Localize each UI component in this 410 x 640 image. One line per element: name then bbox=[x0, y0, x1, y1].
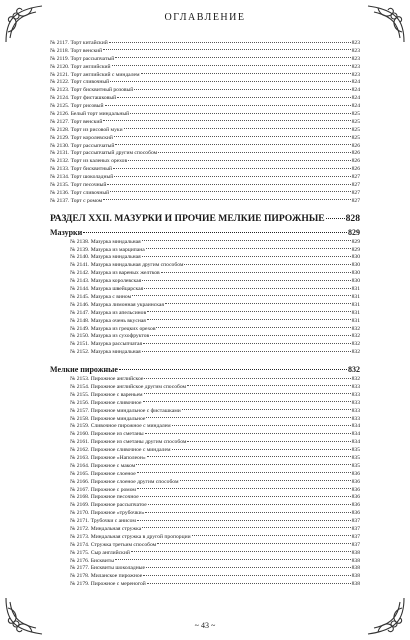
toc-entry-page: 823 bbox=[351, 47, 360, 54]
toc-entry-page: 832 bbox=[351, 325, 360, 332]
dot-leader bbox=[187, 385, 351, 386]
toc-entry[interactable] bbox=[50, 542, 360, 550]
toc-entry-page: 831 bbox=[351, 317, 360, 324]
toc-entry[interactable] bbox=[50, 79, 360, 87]
dot-leader bbox=[137, 472, 351, 473]
toc-entry-page: 827 bbox=[351, 174, 360, 181]
toc-entry-title: № 2120. Торт английский bbox=[50, 63, 111, 70]
toc-entry-title: № 2145. Мазурка с вином bbox=[70, 293, 132, 300]
toc-entry-title: № 2155. Пирожное с вареньем bbox=[70, 391, 143, 398]
dot-leader bbox=[136, 464, 350, 465]
toc-entry-page: 829 bbox=[351, 246, 360, 253]
toc-entry-title: № 2137. Торт с ромом bbox=[50, 197, 103, 204]
toc-entry-title: № 2141. Мазурка миндальная другим способом bbox=[70, 262, 184, 269]
toc-entry-page: 830 bbox=[351, 254, 360, 261]
toc-entry[interactable] bbox=[50, 416, 360, 424]
toc-content bbox=[50, 40, 360, 589]
toc-entry[interactable] bbox=[50, 150, 360, 158]
toc-entry-title: № 2121. Торт английский с миндалем bbox=[50, 71, 140, 78]
toc-entry-page: 838 bbox=[351, 573, 360, 580]
toc-entry-page: 830 bbox=[351, 270, 360, 277]
toc-entry-title: № 2122. Торт сливочный bbox=[50, 79, 110, 86]
corner-ornament-icon bbox=[2, 594, 46, 638]
toc-entry[interactable] bbox=[50, 294, 360, 302]
dot-leader bbox=[172, 449, 351, 450]
toc-entry-title: № 2147. Мазурка из апельсинов bbox=[70, 309, 147, 316]
toc-entry-page: 832 bbox=[351, 333, 360, 340]
toc-entry-title: № 2159. Сливочное пирожное с миндалем bbox=[70, 423, 171, 430]
toc-entry-title: № 2119. Торт рассыпчатый bbox=[50, 55, 115, 62]
dot-leader bbox=[130, 113, 351, 114]
dot-leader bbox=[107, 184, 350, 185]
toc-entry-page: 831 bbox=[351, 301, 360, 308]
dot-leader bbox=[143, 401, 351, 402]
toc-entry-page: 827 bbox=[351, 189, 360, 196]
corner-ornament-icon bbox=[364, 594, 408, 638]
toc-entry[interactable] bbox=[50, 447, 360, 455]
toc-entry-title: № 2135. Торт песочный bbox=[50, 182, 107, 189]
corner-ornament-icon bbox=[2, 2, 46, 46]
toc-entry[interactable] bbox=[50, 302, 360, 310]
toc-entry-title: № 2133. Торт бисквитный bbox=[50, 166, 112, 173]
toc-entry-title: № 2143. Мазурка королевская bbox=[70, 278, 142, 285]
toc-entry[interactable] bbox=[50, 581, 360, 589]
toc-entry[interactable] bbox=[50, 502, 360, 510]
toc-entry-page: 825 bbox=[351, 134, 360, 141]
dot-leader bbox=[182, 409, 351, 410]
toc-entry[interactable] bbox=[50, 198, 360, 206]
toc-entry[interactable] bbox=[50, 439, 360, 447]
dot-leader bbox=[161, 272, 351, 273]
toc-entry-title: № 2172. Миндальная стружка bbox=[70, 525, 142, 532]
toc-entry-page: 836 bbox=[351, 502, 360, 509]
toc-entry[interactable] bbox=[50, 239, 360, 247]
toc-entry-title: № 2118. Торт венский bbox=[50, 47, 103, 54]
toc-entry-page: 824 bbox=[351, 79, 360, 86]
dot-leader bbox=[146, 567, 351, 568]
toc-entry[interactable] bbox=[50, 565, 360, 573]
toc-entry-page: 835 bbox=[351, 454, 360, 461]
toc-entry-page: 834 bbox=[351, 431, 360, 438]
toc-entry-title: № 2125. Торт рисовый bbox=[50, 103, 104, 110]
toc-entry-title: № 2134. Торт шоколадный bbox=[50, 174, 114, 181]
toc-entry-page: 838 bbox=[351, 565, 360, 572]
toc-entry[interactable] bbox=[50, 190, 360, 198]
dot-leader bbox=[137, 520, 351, 521]
toc-entry-page: 831 bbox=[351, 293, 360, 300]
dot-leader bbox=[142, 240, 351, 241]
toc-entry[interactable] bbox=[50, 95, 360, 103]
toc-group-mazurki bbox=[50, 239, 360, 357]
toc-entry-page: 823 bbox=[351, 71, 360, 78]
dot-leader bbox=[114, 176, 350, 177]
toc-entry-page: 833 bbox=[351, 383, 360, 390]
toc-entry-title: № 2128. Торт из рисовой муки bbox=[50, 126, 123, 133]
dot-leader bbox=[117, 97, 351, 98]
toc-entry[interactable] bbox=[50, 270, 360, 278]
toc-entry-title: № 2144. Мазурка швейцарская bbox=[70, 286, 144, 293]
dot-leader bbox=[115, 57, 350, 58]
toc-entry[interactable] bbox=[50, 333, 360, 341]
dot-leader bbox=[115, 559, 351, 560]
dot-leader bbox=[147, 311, 350, 312]
toc-entry[interactable] bbox=[50, 431, 360, 439]
toc-section-heading[interactable] bbox=[50, 213, 360, 226]
toc-entry-title: № 2171. Трубочки с анисом bbox=[70, 518, 136, 525]
toc-entry-page: 837 bbox=[351, 533, 360, 540]
toc-entry[interactable] bbox=[50, 326, 360, 334]
toc-entry[interactable] bbox=[50, 558, 360, 566]
toc-entry-title: № 2150. Мазурка из сухофруктов bbox=[70, 333, 150, 340]
toc-entry-page: 837 bbox=[351, 541, 360, 548]
toc-entry-title: № 2176. Бисквиты bbox=[70, 557, 114, 564]
dot-leader bbox=[192, 535, 351, 536]
toc-entry-title: № 2131. Торт рассыпчатый другим способом bbox=[50, 150, 158, 157]
dot-leader bbox=[124, 128, 351, 129]
toc-entry-page: 823 bbox=[351, 55, 360, 62]
toc-entry-page: 829 bbox=[351, 238, 360, 245]
toc-entry[interactable] bbox=[50, 87, 360, 95]
dot-leader bbox=[142, 351, 351, 352]
dot-leader bbox=[144, 378, 350, 379]
toc-entry[interactable] bbox=[50, 376, 360, 384]
dot-leader bbox=[146, 248, 351, 249]
toc-entry-title: № 2127. Торт венский bbox=[50, 118, 103, 125]
toc-entry-title: № 2161. Пирожное из сметаны другим способом bbox=[70, 439, 187, 446]
dot-leader bbox=[147, 583, 351, 584]
toc-entry[interactable] bbox=[50, 479, 360, 487]
toc-entry-page: 836 bbox=[351, 494, 360, 501]
toc-entry-page: 836 bbox=[351, 510, 360, 517]
toc-entry-title: № 2168. Пирожное песочное bbox=[70, 494, 139, 501]
dot-leader bbox=[134, 89, 350, 90]
toc-subsection-small-pastries[interactable] bbox=[50, 365, 360, 376]
toc-entry-page: 827 bbox=[351, 197, 360, 204]
toc-entry[interactable] bbox=[50, 494, 360, 502]
dot-leader bbox=[142, 280, 350, 281]
toc-entry-title: № 2165. Пирожное слоеное bbox=[70, 470, 136, 477]
toc-entry-title: № 2178. Миланское пирожное bbox=[70, 573, 143, 580]
toc-entry-page: 832 bbox=[351, 349, 360, 356]
toc-entry-page: 831 bbox=[351, 309, 360, 316]
toc-entry-title: № 2132. Торт из каленых орехов bbox=[50, 158, 128, 165]
dot-leader bbox=[142, 527, 350, 528]
subsection-page: 832 bbox=[348, 365, 360, 375]
dot-leader bbox=[144, 288, 350, 289]
toc-entry[interactable] bbox=[50, 166, 360, 174]
toc-entry-page: 833 bbox=[351, 407, 360, 414]
toc-entry[interactable] bbox=[50, 392, 360, 400]
dot-leader bbox=[132, 295, 350, 296]
toc-entry-page: 826 bbox=[351, 158, 360, 165]
toc-entry[interactable] bbox=[50, 56, 360, 64]
toc-entry-page: 833 bbox=[351, 391, 360, 398]
toc-entry-page: 836 bbox=[351, 478, 360, 485]
toc-entry-title: № 2130. Торт рассыпчатый bbox=[50, 142, 115, 149]
dot-leader bbox=[103, 120, 350, 121]
toc-entry-page: 824 bbox=[351, 87, 360, 94]
toc-entry-title: № 2138. Мазурка миндальная bbox=[70, 238, 141, 245]
dot-leader bbox=[143, 575, 350, 576]
toc-entry-title: № 2157. Пирожное миндальное с фисташками bbox=[70, 407, 181, 414]
toc-entry-page: 830 bbox=[351, 262, 360, 269]
dot-leader bbox=[147, 456, 351, 457]
toc-entry-title: № 2163. Пирожное «Наполеон» bbox=[70, 454, 146, 461]
dot-leader bbox=[128, 160, 351, 161]
toc-entry-title: № 2117. Торт китайский bbox=[50, 40, 108, 46]
page-title: ОГЛАВЛЕНИЕ bbox=[164, 12, 246, 23]
dot-leader bbox=[180, 480, 351, 481]
dot-leader bbox=[140, 496, 351, 497]
dot-leader bbox=[158, 152, 350, 153]
dot-leader bbox=[150, 335, 350, 336]
toc-entry-title: № 2167. Пирожное с ромом bbox=[70, 486, 136, 493]
toc-entry-page: 833 bbox=[351, 399, 360, 406]
toc-entry-title: № 2162. Пирожное сливочное с миндалем bbox=[70, 447, 171, 454]
toc-entry-title: № 2173. Миндальная стружка в другой пропорции bbox=[70, 533, 191, 540]
dot-leader bbox=[165, 303, 351, 304]
dot-leader bbox=[141, 73, 351, 74]
toc-entry-page: 832 bbox=[351, 376, 360, 383]
toc-entry-title: № 2170. Пирожное «трубочки» bbox=[70, 510, 145, 517]
toc-entry-title: № 2164. Пирожное с маком bbox=[70, 462, 136, 469]
toc-entry[interactable] bbox=[50, 550, 360, 558]
toc-entry[interactable] bbox=[50, 182, 360, 190]
toc-entry[interactable] bbox=[50, 262, 360, 270]
toc-entry[interactable] bbox=[50, 64, 360, 72]
toc-entry-page: 823 bbox=[351, 63, 360, 70]
toc-entry-title: № 2169. Пирожное рассыпчатое bbox=[70, 502, 147, 509]
toc-entry-page: 823 bbox=[351, 40, 360, 46]
toc-entry[interactable] bbox=[50, 72, 360, 80]
toc-entry-title: № 2151. Мазурка рассыпчатая bbox=[70, 341, 143, 348]
toc-entry[interactable] bbox=[50, 158, 360, 166]
dot-leader bbox=[187, 441, 350, 442]
dot-leader bbox=[184, 264, 350, 265]
toc-entry[interactable] bbox=[50, 471, 360, 479]
dot-leader bbox=[146, 417, 350, 418]
dot-leader bbox=[103, 49, 350, 50]
dot-leader bbox=[157, 543, 350, 544]
toc-entry-page: 837 bbox=[351, 525, 360, 532]
toc-entry-page: 825 bbox=[351, 126, 360, 133]
toc-entry[interactable] bbox=[50, 463, 360, 471]
toc-entry-page: 833 bbox=[351, 415, 360, 422]
dot-leader bbox=[110, 191, 350, 192]
corner-ornament-icon bbox=[364, 2, 408, 46]
subsection-title: Мелкие пирожные bbox=[50, 365, 118, 375]
toc-entry-page: 835 bbox=[351, 462, 360, 469]
toc-entry-title: № 2158. Пирожное миндальное bbox=[70, 415, 146, 422]
toc-entry-page: 831 bbox=[351, 286, 360, 293]
dot-leader bbox=[144, 393, 351, 394]
toc-entry-title: № 2148. Мазурка очень вкусная bbox=[70, 317, 146, 324]
toc-entry-page: 826 bbox=[351, 142, 360, 149]
toc-entry-title: № 2175. Сыр английский bbox=[70, 549, 130, 556]
toc-entry-page: 836 bbox=[351, 486, 360, 493]
dot-leader bbox=[142, 256, 351, 257]
toc-entry-title: № 2123. Торт бисквитный розовый bbox=[50, 87, 134, 94]
toc-entry[interactable] bbox=[50, 127, 360, 135]
toc-entry-title: № 2146. Мазурка лимонная украинская bbox=[70, 301, 164, 308]
toc-entry[interactable] bbox=[50, 103, 360, 111]
toc-entry-page: 838 bbox=[351, 557, 360, 564]
toc-entry[interactable] bbox=[50, 143, 360, 151]
toc-entry-title: № 2142. Мазурка из вареных желтков bbox=[70, 270, 160, 277]
toc-group-small-pastries bbox=[50, 376, 360, 589]
toc-entry-title: № 2136. Торт сливочный bbox=[50, 189, 110, 196]
dot-leader bbox=[115, 144, 350, 145]
toc-entry[interactable] bbox=[50, 174, 360, 182]
dot-leader bbox=[119, 369, 347, 370]
toc-entry-page: 838 bbox=[351, 581, 360, 588]
toc-entry[interactable] bbox=[50, 518, 360, 526]
toc-entry[interactable] bbox=[50, 119, 360, 127]
toc-entry-page: 838 bbox=[351, 549, 360, 556]
dot-leader bbox=[148, 504, 351, 505]
subsection-page: 829 bbox=[348, 227, 360, 237]
dot-leader bbox=[145, 433, 351, 434]
toc-entry-title: № 2156. Пирожное сливочное bbox=[70, 399, 142, 406]
toc-entry-page: 824 bbox=[351, 95, 360, 102]
toc-entry[interactable] bbox=[50, 111, 360, 119]
toc-entry-title: № 2174. Стружка третьим способом bbox=[70, 541, 157, 548]
toc-entry[interactable] bbox=[50, 135, 360, 143]
dot-leader bbox=[103, 199, 350, 200]
toc-entry-title: № 2152. Мазурка миндальная bbox=[70, 349, 141, 356]
toc-entry-page: 824 bbox=[351, 103, 360, 110]
toc-entry-title: № 2126. Белый торт миндальный bbox=[50, 111, 130, 118]
toc-entry[interactable] bbox=[50, 455, 360, 463]
toc-entry-title: № 2124. Торт фисташковый bbox=[50, 95, 117, 102]
toc-entry-title: № 2160. Пирожное из сметаны bbox=[70, 431, 144, 438]
dot-leader bbox=[131, 551, 351, 552]
dot-leader bbox=[137, 488, 351, 489]
toc-entry[interactable] bbox=[50, 349, 360, 357]
toc-entry-title: № 2149. Мазурка из грецких орехов bbox=[70, 325, 156, 332]
dot-leader bbox=[105, 105, 351, 106]
toc-entry[interactable] bbox=[50, 40, 360, 48]
toc-entry-title: № 2153. Пирожное английское bbox=[70, 376, 144, 383]
toc-entry-title: № 2139. Мазурка из марципана bbox=[70, 246, 145, 253]
toc-entry-page: 826 bbox=[351, 150, 360, 157]
toc-entry-page: 835 bbox=[351, 447, 360, 454]
dot-leader bbox=[109, 42, 351, 43]
toc-entry-title: № 2129. Торт королевский bbox=[50, 134, 113, 141]
toc-entry-page: 836 bbox=[351, 470, 360, 477]
section-page: 828 bbox=[345, 212, 360, 224]
dot-leader bbox=[172, 425, 351, 426]
toc-entry[interactable] bbox=[50, 247, 360, 255]
toc-group-tortes bbox=[50, 40, 360, 206]
dot-leader bbox=[156, 327, 350, 328]
toc-entry-page: 837 bbox=[351, 518, 360, 525]
toc-entry[interactable] bbox=[50, 423, 360, 431]
dot-leader bbox=[110, 81, 350, 82]
toc-entry-title: № 2177. Бисквиты шоколадные bbox=[70, 565, 145, 572]
subsection-title: Мазурки bbox=[50, 227, 83, 237]
toc-entry[interactable] bbox=[50, 310, 360, 318]
toc-entry[interactable] bbox=[50, 510, 360, 518]
toc-entry[interactable] bbox=[50, 278, 360, 286]
dot-leader bbox=[145, 512, 350, 513]
dot-leader bbox=[113, 168, 351, 169]
toc-entry[interactable] bbox=[50, 487, 360, 495]
dot-leader bbox=[326, 218, 345, 219]
dot-leader bbox=[112, 65, 351, 66]
toc-entry[interactable] bbox=[50, 286, 360, 294]
page-number: ~ 43 ~ bbox=[194, 621, 216, 630]
section-title: РАЗДЕЛ XXII. МАЗУРКИ И ПРОЧИЕ МЕЛКИЕ ПИРОЖНЫЕ bbox=[50, 212, 325, 224]
dot-leader bbox=[83, 232, 347, 233]
toc-entry[interactable] bbox=[50, 534, 360, 542]
dot-leader bbox=[114, 136, 351, 137]
toc-entry[interactable] bbox=[50, 400, 360, 408]
toc-entry[interactable] bbox=[50, 384, 360, 392]
dot-leader bbox=[143, 343, 351, 344]
dot-leader bbox=[147, 319, 351, 320]
toc-entry-page: 825 bbox=[351, 111, 360, 118]
toc-entry[interactable] bbox=[50, 341, 360, 349]
toc-entry[interactable] bbox=[50, 408, 360, 416]
toc-entry-page: 827 bbox=[351, 182, 360, 189]
toc-entry[interactable] bbox=[50, 318, 360, 326]
toc-entry-title: № 2154. Пирожное английское другим способом bbox=[70, 383, 187, 390]
toc-subsection-mazurki[interactable] bbox=[50, 228, 360, 239]
toc-entry[interactable] bbox=[50, 573, 360, 581]
toc-entry[interactable] bbox=[50, 526, 360, 534]
toc-entry-page: 834 bbox=[351, 423, 360, 430]
toc-entry-page: 830 bbox=[351, 278, 360, 285]
toc-entry-title: № 2179. Пирожное с мереногой bbox=[70, 581, 146, 588]
toc-entry[interactable] bbox=[50, 48, 360, 56]
toc-entry-title: № 2140. Мазурка миндальная bbox=[70, 254, 141, 261]
toc-entry-page: 832 bbox=[351, 341, 360, 348]
toc-entry-page: 826 bbox=[351, 166, 360, 173]
toc-entry-title: № 2166. Пирожное слоеное другим способом bbox=[70, 478, 179, 485]
toc-entry-page: 834 bbox=[351, 439, 360, 446]
toc-entry-page: 825 bbox=[351, 118, 360, 125]
toc-entry[interactable] bbox=[50, 254, 360, 262]
